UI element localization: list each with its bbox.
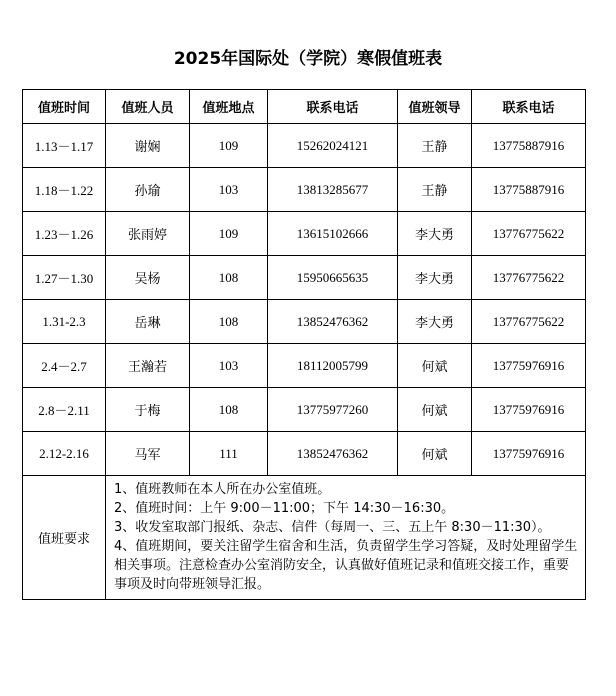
header-person: 值班人员	[106, 90, 190, 124]
header-row	[23, 90, 586, 124]
table-row	[23, 344, 586, 388]
cell-time: 1.23－1.26	[23, 212, 106, 256]
cell-leader: 李大勇	[398, 300, 472, 344]
cell-phone: 13852476362	[268, 432, 398, 476]
cell-person: 马军	[106, 432, 190, 476]
cell-phone: 13615102666	[268, 212, 398, 256]
cell-time: 1.18－1.22	[23, 168, 106, 212]
cell-time: 2.12-2.16	[23, 432, 106, 476]
cell-leader: 何斌	[398, 344, 472, 388]
cell-place: 108	[190, 256, 268, 300]
header-place: 值班地点	[190, 90, 268, 124]
cell-leader-phone: 13775887916	[472, 124, 586, 168]
table-row	[23, 168, 586, 212]
cell-phone: 15950665635	[268, 256, 398, 300]
duty-table	[22, 89, 586, 600]
table-row	[23, 388, 586, 432]
cell-leader: 李大勇	[398, 256, 472, 300]
cell-person: 谢娴	[106, 124, 190, 168]
requirement-item: 4、值班期间，要关注留学生宿舍和生活，负责留学生学习答疑，及时处理留学生相关事项。注意检查办公室消防安全，认真做好值班记录和值班交接工作，重要事项及时向带班领导汇报。	[114, 539, 578, 592]
cell-time: 1.31-2.3	[23, 300, 106, 344]
header-time: 值班时间	[23, 90, 106, 124]
cell-time: 1.13－1.17	[23, 124, 106, 168]
table-row	[23, 124, 586, 168]
cell-leader: 何斌	[398, 388, 472, 432]
table-row	[23, 300, 586, 344]
cell-leader: 王静	[398, 168, 472, 212]
cell-place: 109	[190, 212, 268, 256]
cell-place: 111	[190, 432, 268, 476]
cell-time: 2.8－2.11	[23, 388, 106, 432]
requirement-item: 2、值班时间：上午 9:00－11:00；下午 14:30－16:30。	[114, 501, 455, 516]
cell-phone: 18112005799	[268, 344, 398, 388]
page-title: 2025年国际处（学院）寒假值班表	[173, 49, 443, 69]
cell-place: 103	[190, 344, 268, 388]
requirements-content	[106, 476, 586, 600]
table-row	[23, 256, 586, 300]
requirement-item: 3、收发室取部门报纸、杂志、信件（每周一、三、五上午 8:30－11:30）。	[114, 520, 551, 535]
cell-leader-phone: 13776775622	[472, 256, 586, 300]
cell-place: 103	[190, 168, 268, 212]
cell-phone: 13775977260	[268, 388, 398, 432]
cell-time: 2.4－2.7	[23, 344, 106, 388]
cell-person: 于梅	[106, 388, 190, 432]
header-leader-phone: 联系电话	[472, 90, 586, 124]
cell-place: 109	[190, 124, 268, 168]
table-row	[23, 432, 586, 476]
cell-leader: 何斌	[398, 432, 472, 476]
cell-phone: 13813285677	[268, 168, 398, 212]
header-leader: 值班领导	[398, 90, 472, 124]
cell-leader-phone: 13775976916	[472, 344, 586, 388]
cell-phone: 15262024121	[268, 124, 398, 168]
cell-leader: 王静	[398, 124, 472, 168]
cell-place: 108	[190, 300, 268, 344]
cell-person: 岳琳	[106, 300, 190, 344]
cell-phone: 13852476362	[268, 300, 398, 344]
header-phone: 联系电话	[268, 90, 398, 124]
cell-person: 孙瑜	[106, 168, 190, 212]
cell-leader-phone: 13775976916	[472, 432, 586, 476]
cell-time: 1.27－1.30	[23, 256, 106, 300]
requirements-row	[23, 476, 586, 600]
cell-place: 108	[190, 388, 268, 432]
requirement-item: 1、值班教师在本人所在办公室值班。	[114, 482, 331, 497]
cell-person: 王瀚若	[106, 344, 190, 388]
cell-leader: 李大勇	[398, 212, 472, 256]
cell-leader-phone: 13776775622	[472, 300, 586, 344]
cell-person: 张雨婷	[106, 212, 190, 256]
cell-leader-phone: 13776775622	[472, 212, 586, 256]
requirements-label: 值班要求	[23, 476, 106, 600]
cell-leader-phone: 13775887916	[472, 168, 586, 212]
cell-person: 吴杨	[106, 256, 190, 300]
table-row	[23, 212, 586, 256]
cell-leader-phone: 13775976916	[472, 388, 586, 432]
